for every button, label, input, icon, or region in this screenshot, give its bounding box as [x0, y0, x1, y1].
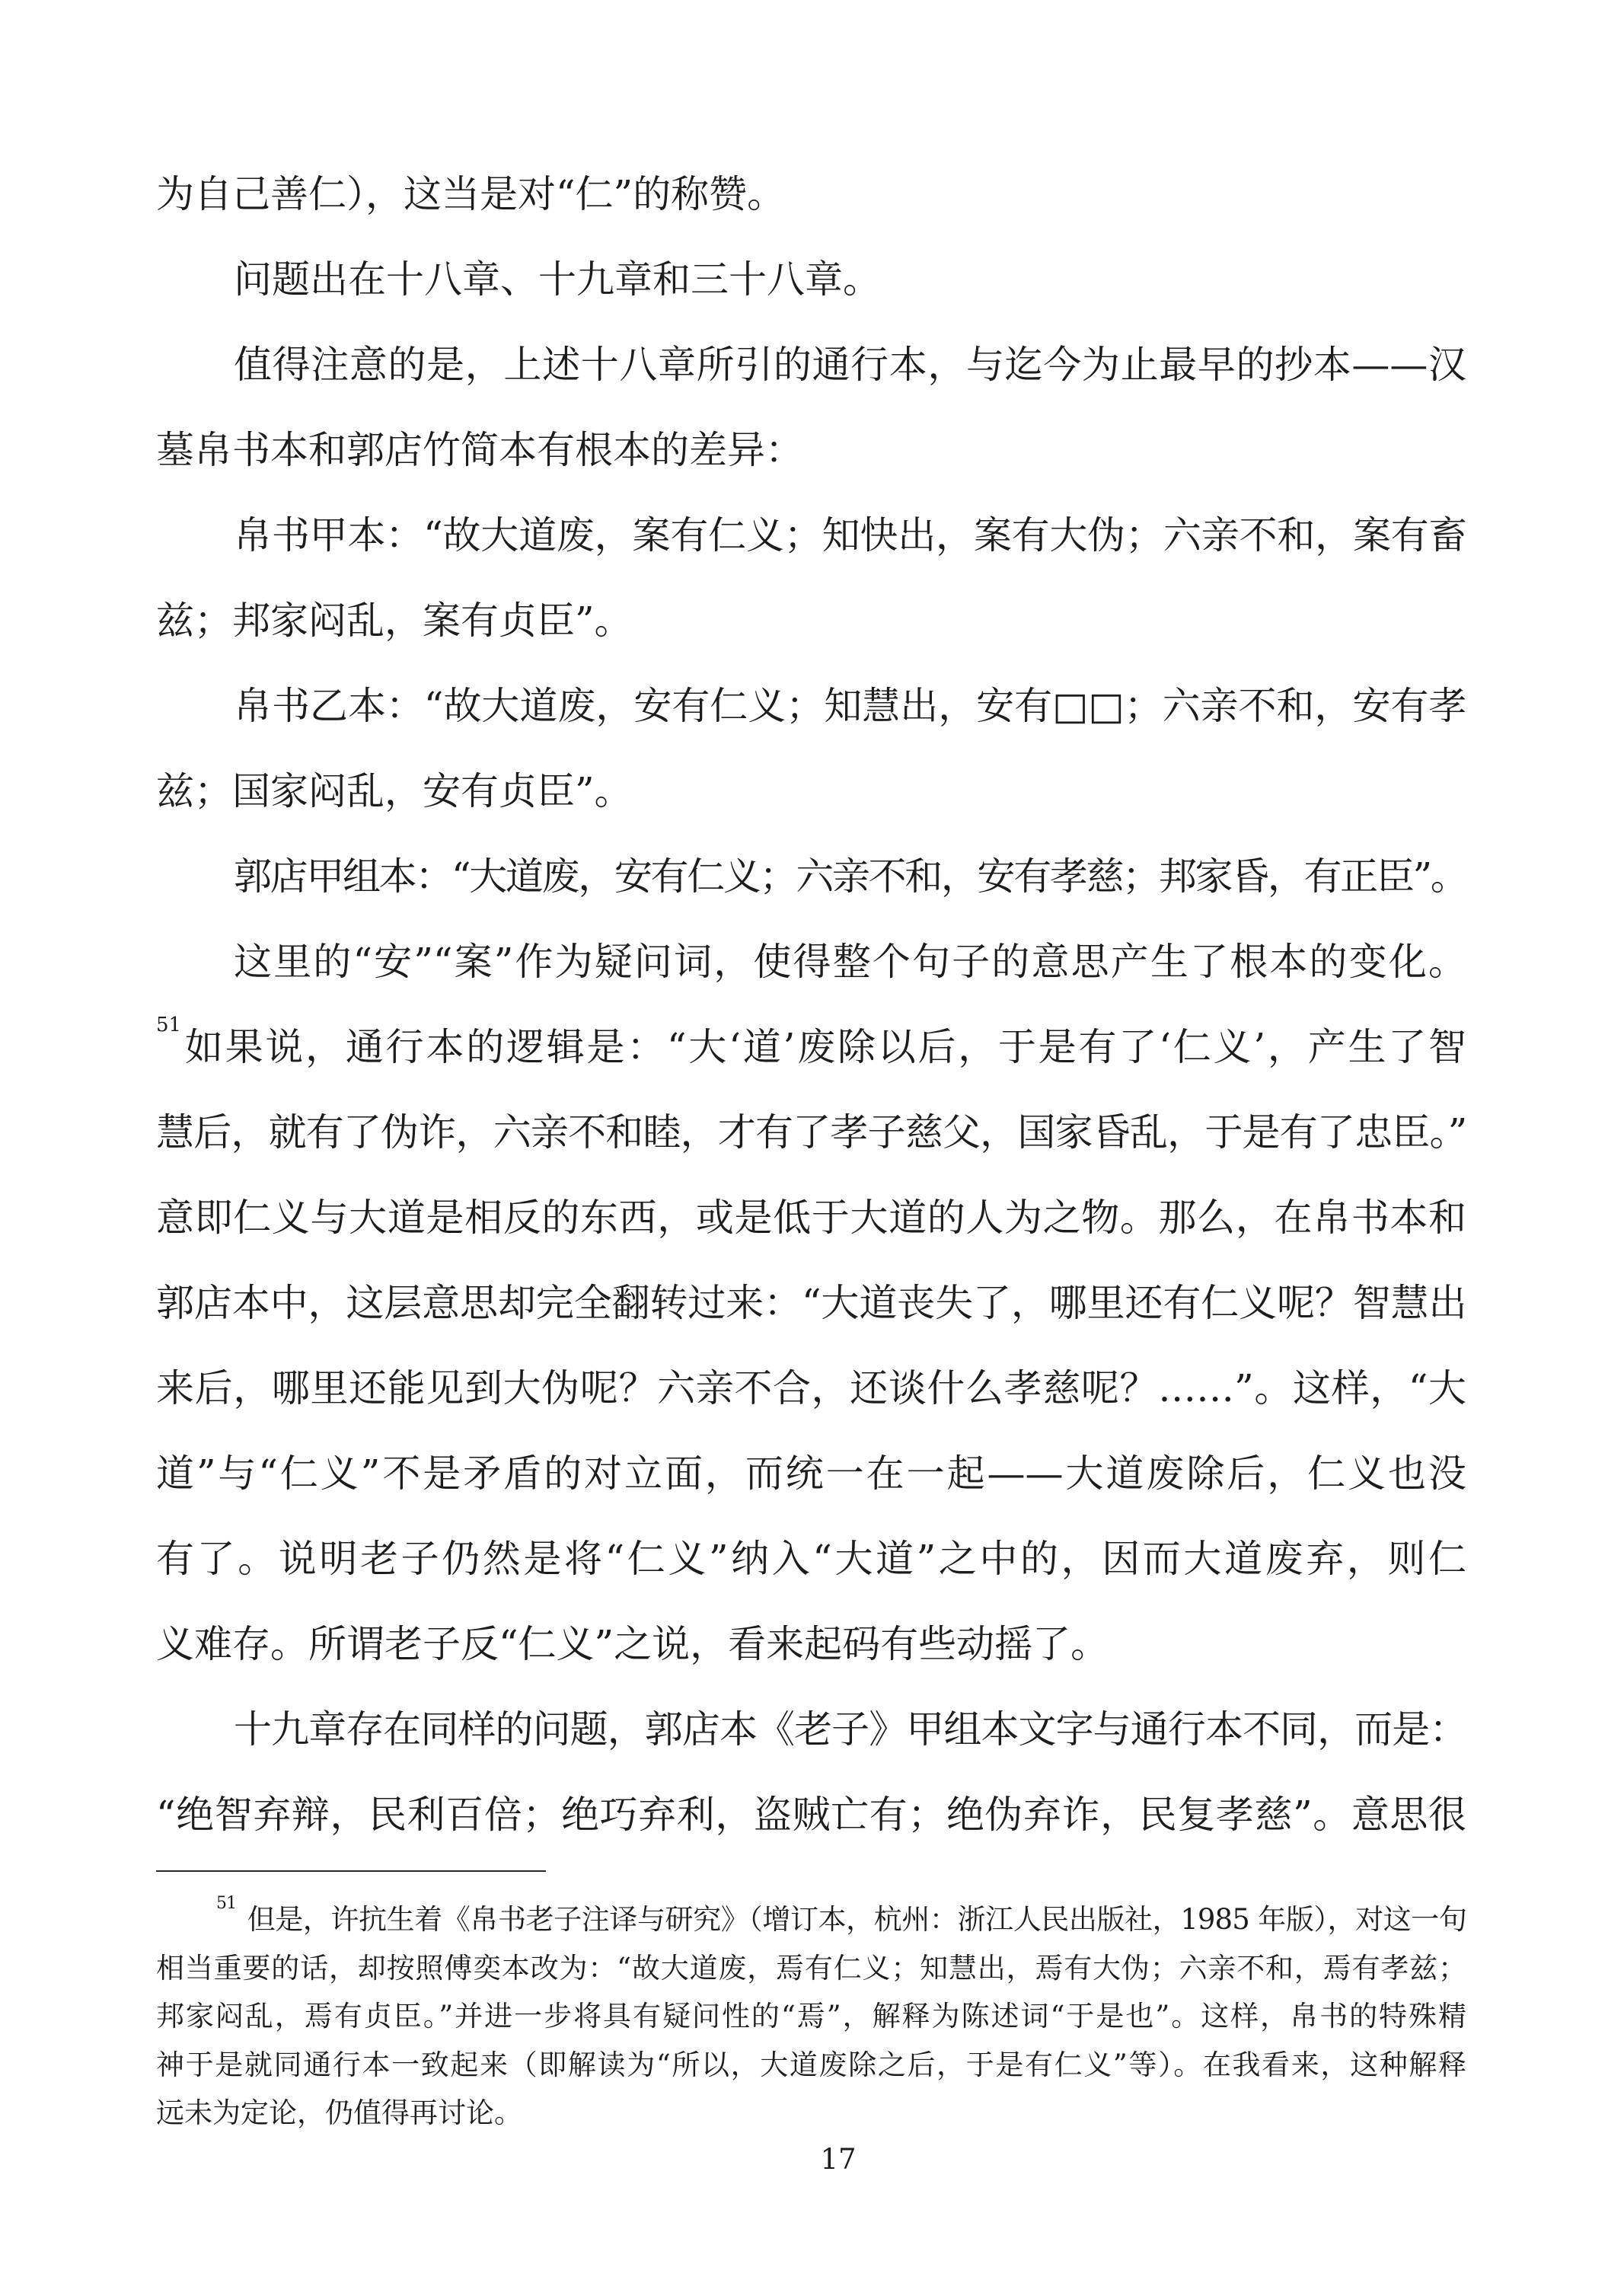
footnote-line: 神于是就同通行本一致起来（即解读为“所以，大道废除之后，于是有仁义”等）。在我看来，这种解释 [156, 2048, 1466, 2081]
text-line: 兹；国家闷乱，安有贞臣”。 [156, 769, 633, 813]
text-line: 这里的“安”“案”作为疑问词，使得整个句子的意思产生了根本的变化。 [234, 940, 1466, 984]
text-line: 帛书乙本：“故大道废，安有仁义；知慧出，安有□□；六亲不和，安有孝 [234, 684, 1466, 728]
paragraph [156, 152, 1466, 237]
footnote [156, 1895, 1466, 2138]
text-line: 兹；邦家闷乱，案有贞臣”。 [156, 599, 633, 643]
footnote-line-content: 但是，许抗生着《帛书老子注译与研究》（增订本，杭州：浙江人民出版社，1985 年版），对这一句 [247, 1903, 1466, 1936]
paragraph [156, 237, 1466, 322]
text-line [156, 1004, 1466, 1090]
footnote-line: 相当重要的话，却按照傅奕本改为：“故大道废，焉有仁义；知慧出，焉有大伪；六亲不和，焉有孝兹； [156, 1951, 1466, 1985]
text-line: 慧后，就有了伪诈，六亲不和睦，才有了孝子慈父，国家昏乱，于是有了忠臣。” [156, 1110, 1466, 1154]
text-line: 值得注意的是，上述十八章所引的通行本，与迄今为止最早的抄本——汉 [234, 343, 1466, 387]
footnote-separator [156, 1870, 546, 1872]
text-line: 有了。说明老子仍然是将“仁义”纳入“大道”之中的，因而大道废弃，则仁 [156, 1537, 1466, 1581]
text-line: 为自己善仁），这当是对“仁”的称赞。 [156, 172, 786, 216]
text-line: 道”与“仁义”不是矛盾的对立面，而统一在一起——大道废除后，仁义也没 [156, 1451, 1466, 1496]
text-line: 郭店本中，这层意思却完全翻转过来：“大道丧失了，哪里还有仁义呢？智慧出 [156, 1281, 1466, 1325]
page-number: 17 [820, 2143, 857, 2176]
text-line: 意即仁义与大道是相反的东西，或是低于大道的人为之物。那么，在帛书本和 [156, 1196, 1466, 1240]
text-line: “绝智弃辩，民利百倍；绝巧弃利，盗贼亡有；绝伪弃诈，民复孝慈”。意思很 [156, 1793, 1466, 1837]
paragraph [156, 493, 1466, 663]
body-text [156, 152, 1466, 1857]
paragraph [156, 322, 1466, 493]
text-line: 义难存。所谓老子反“仁义”之说，看来起码有些动摇了。 [156, 1622, 1109, 1666]
footnote-marker: 51 [216, 1893, 237, 1913]
text-line: 郭店甲组本：“大道废，安有仁义；六亲不和，安有孝慈；邦家昏，有正臣”。 [234, 854, 1466, 899]
footnote-ref: 51 [156, 1014, 182, 1037]
paragraph [156, 1687, 1466, 1857]
text-line: 墓帛书本和郭店竹简本有根本的差异： [156, 428, 803, 472]
text-line: 帛书甲本：“故大道废，案有仁义；知快出，案有大伪；六亲不和，案有畜 [234, 513, 1466, 557]
paragraph [156, 919, 1466, 1687]
text-line: 十九章存在同样的问题，郭店本《老子》甲组本文字与通行本不同，而是： [234, 1707, 1466, 1752]
footnote-line [156, 1895, 1466, 1944]
text-line-content: 如果说，通行本的逻辑是：“大‘道’废除以后，于是有了‘仁义’，产生了智 [183, 1025, 1466, 1069]
text-line: 问题出在十八章、十九章和三十八章。 [234, 257, 881, 302]
text-line: 来后，哪里还能见到大伪呢？六亲不合，还谈什么孝慈呢？……”。这样，“大 [156, 1366, 1466, 1410]
paragraph [156, 834, 1466, 919]
footnote-line: 邦家闷乱，焉有贞臣。”并进一步将具有疑问性的“焉”，解释为陈述词“于是也”。这样，帛书的特殊精 [156, 2000, 1466, 2033]
paragraph [156, 663, 1466, 834]
footnote-line: 远未为定论，仍值得再讨论。 [156, 2096, 522, 2129]
